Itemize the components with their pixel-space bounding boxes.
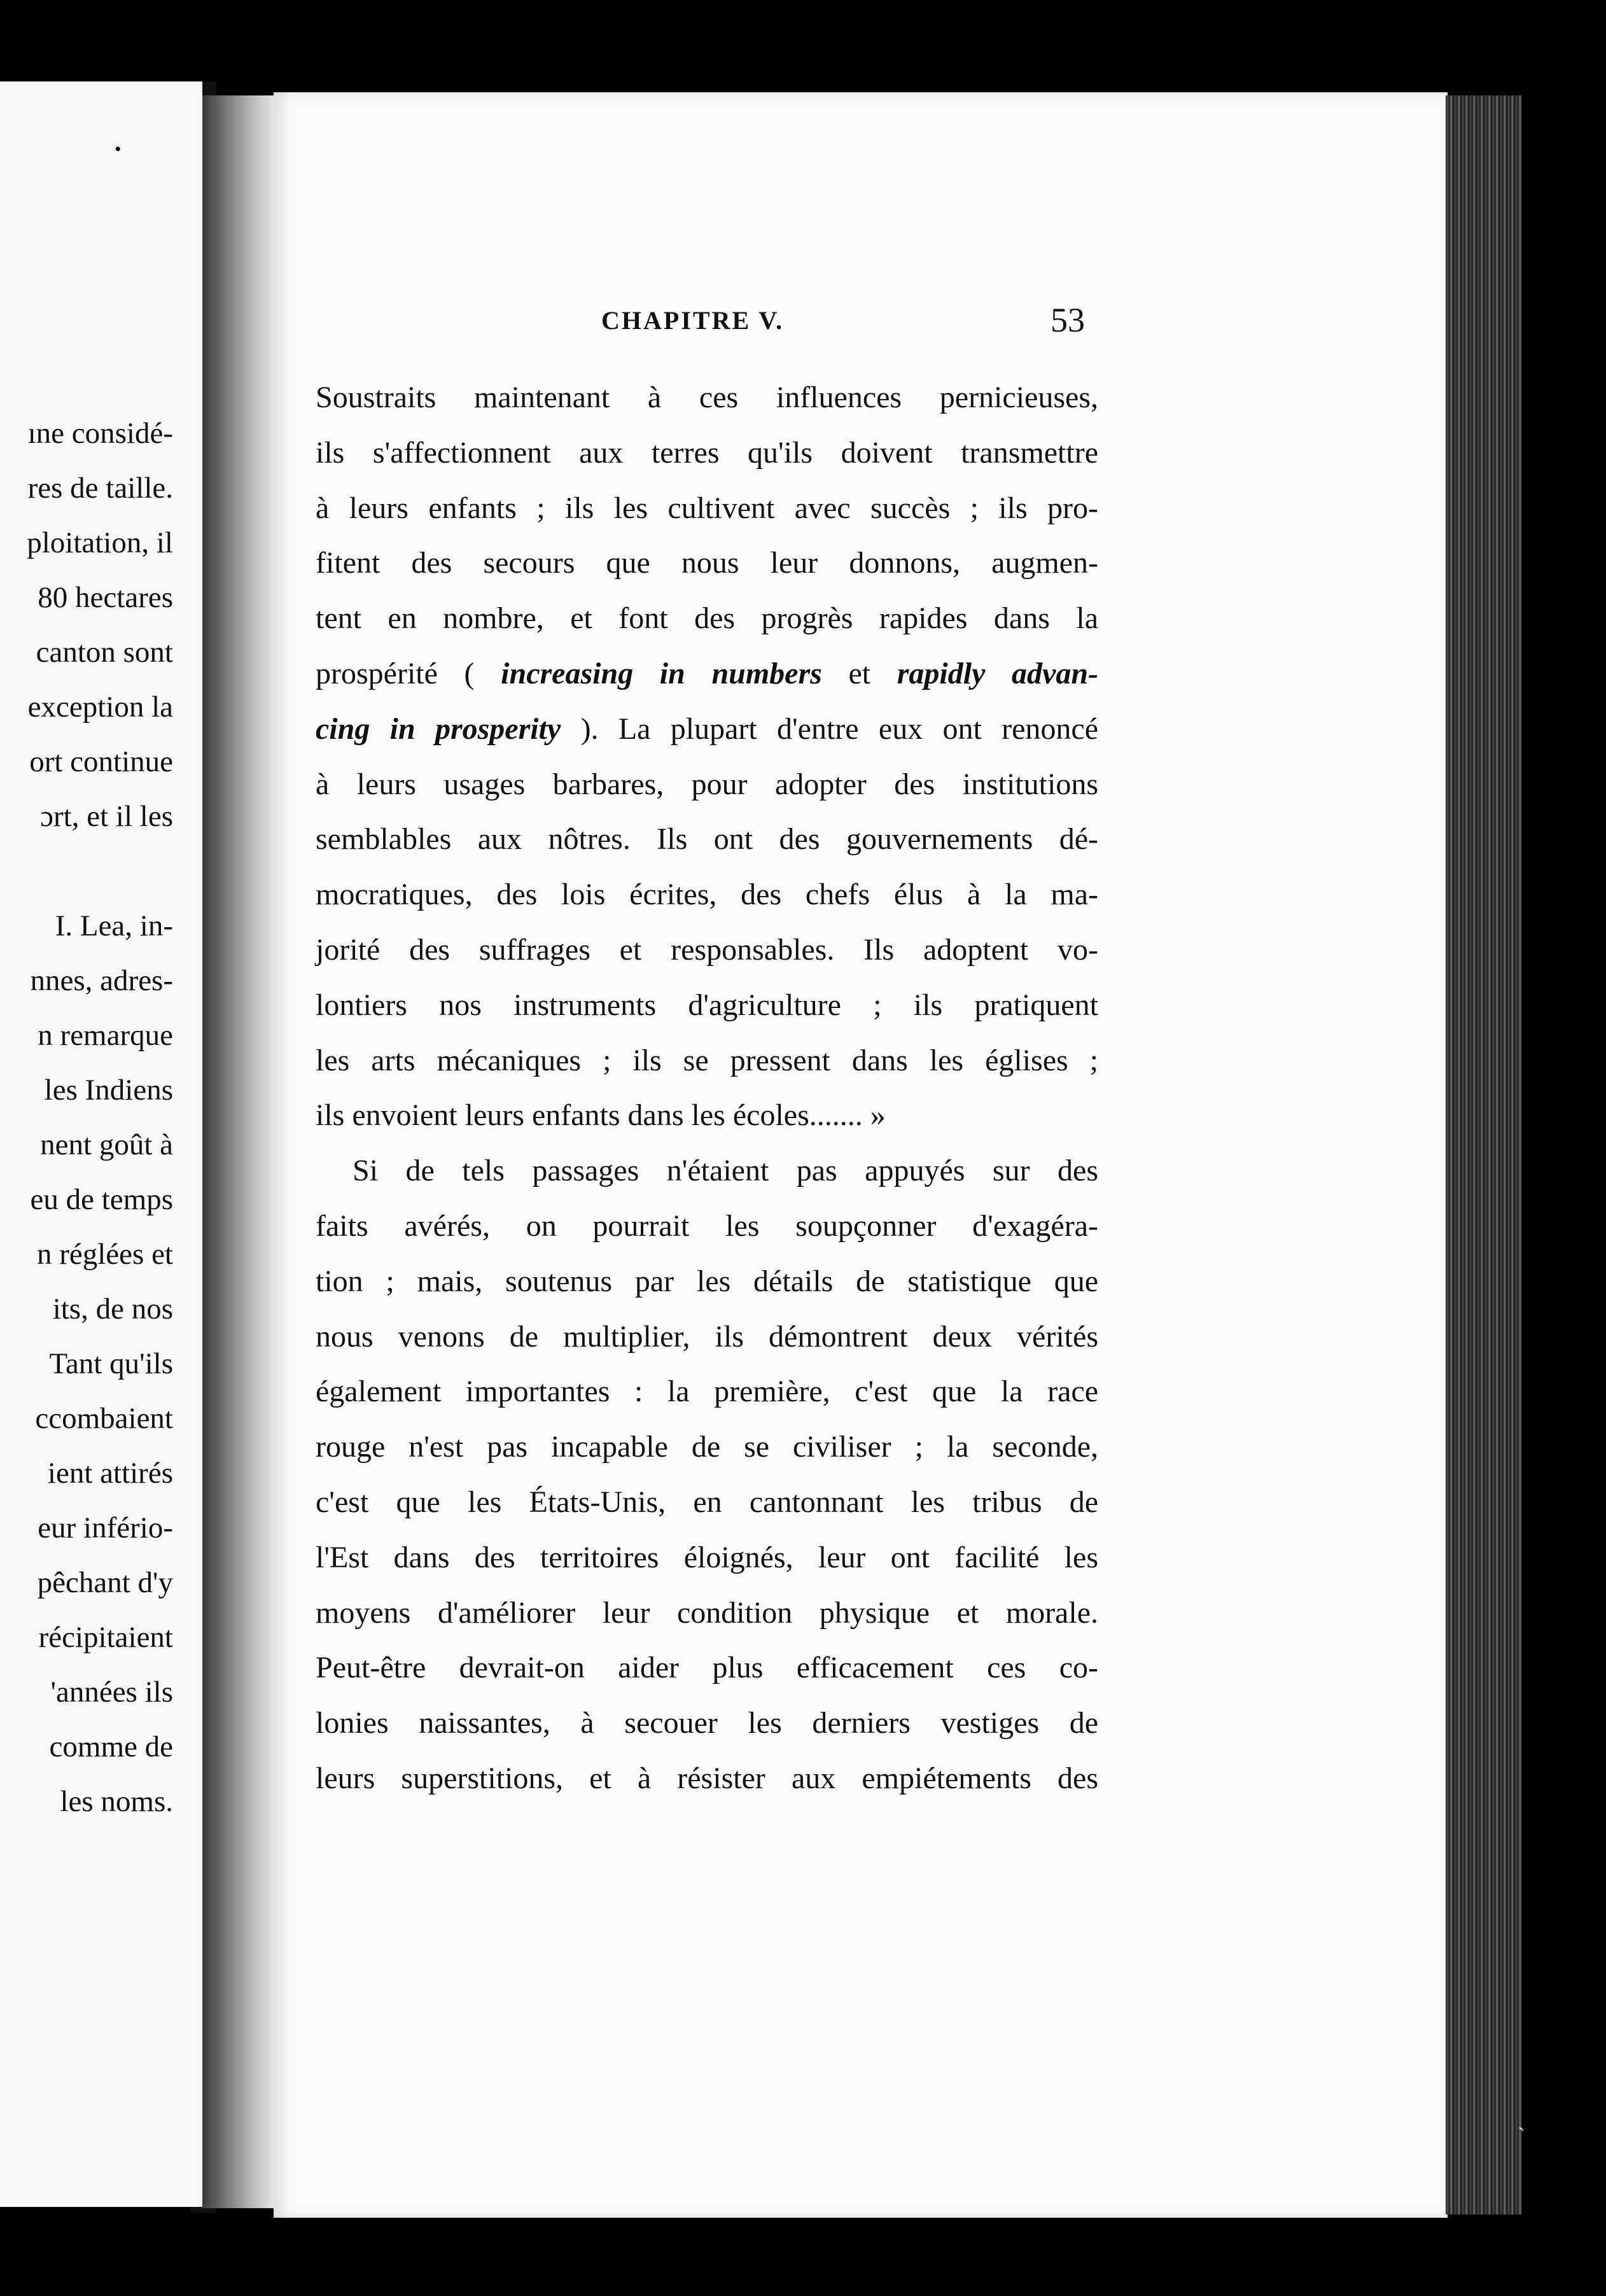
text-line: Soustraits maintenant à ces influences pernicieuses,: [316, 381, 1098, 414]
facing-line: n réglées et: [36, 1238, 173, 1271]
facing-line: les Indiens: [44, 1074, 173, 1107]
text-line: cing in prosperity ). La plupart d'entre eux ont renoncé: [316, 711, 1099, 746]
ink-speck: •: [115, 139, 122, 160]
facing-line: exception la: [27, 690, 173, 724]
facing-line: [0, 844, 202, 899]
text-line: semblables aux nôtres. Ils ont des gouvernements dé-: [316, 822, 1098, 857]
text-line: prospérité ( increasing in numbers et rapidly advan-: [316, 656, 1099, 690]
facing-line: comme de: [49, 1730, 173, 1763]
text-line: à leurs usages barbares, pour adopter des institutions: [316, 767, 1098, 801]
text-line: les arts mécaniques ; ils se pressent dans les églises ;: [316, 1043, 1098, 1077]
body-text: [316, 370, 1098, 1807]
text-line: rouge n'est pas incapable de se civiliser ; la seconde,: [316, 1430, 1098, 1464]
facing-line: n remarque: [38, 1019, 173, 1052]
facing-line: pêchant d'y: [37, 1566, 173, 1599]
book-gutter-shadow: [202, 95, 279, 2208]
facing-line: ıne considé-: [27, 417, 173, 450]
text-line: à leurs enfants ; ils les cultivent avec succès ; ils pro-: [316, 491, 1098, 525]
facing-line: ccombaient: [35, 1402, 173, 1435]
italic-quote: increasing in numbers: [501, 656, 822, 690]
facing-line: 'années ils: [50, 1676, 173, 1709]
facing-line: ploitation, il: [27, 526, 173, 559]
facing-line: nent goût à: [40, 1128, 173, 1161]
facing-line: ort continue: [29, 745, 173, 778]
text-line: également importantes : la première, c'est que la race: [316, 1375, 1098, 1409]
chapter-heading: CHAPITRE V.: [601, 306, 785, 335]
italic-quote: rapidly advan-: [897, 656, 1099, 690]
running-head: [601, 301, 1091, 344]
text-line: tion ; mais, soutenus par les détails de statistique que: [316, 1264, 1098, 1298]
text-line: fitent des secours que nous leur donnons, augmen-: [316, 546, 1098, 580]
facing-line: les noms.: [60, 1785, 173, 1818]
facing-line: récipitaient: [38, 1621, 173, 1654]
page-block-edge: [1446, 95, 1522, 2215]
facing-line: res de taille.: [27, 472, 173, 505]
text-line: ils s'affectionnent aux terres qu'ils doivent transmettre: [316, 435, 1098, 470]
text-line: jorité des suffrages et responsables. Ils adoptent vo-: [316, 932, 1098, 967]
facing-page-text: [0, 406, 202, 1829]
text-line: Si de tels passages n'étaient pas appuyés sur des: [353, 1154, 1098, 1188]
text-line: l'Est dans des territoires éloignés, leur ont facilité les: [316, 1540, 1098, 1574]
text-line: mocratiques, des lois écrites, des chefs élus à la ma-: [316, 878, 1098, 912]
facing-line: its, de nos: [52, 1292, 173, 1326]
text-line: lontiers nos instruments d'agriculture ; ils pratiquent: [316, 988, 1098, 1022]
text-line: leurs superstitions, et à résister aux empiétements des: [316, 1761, 1098, 1795]
facing-line: eu de temps: [30, 1183, 173, 1216]
text-line: lonies naissantes, à secouer les derniers vestiges de: [316, 1706, 1098, 1740]
facing-line: ɔrt, et il les: [40, 800, 173, 833]
text-line: c'est que les États-Unis, en cantonnant les tribus de: [316, 1485, 1098, 1519]
facing-line: nnes, adres-: [30, 964, 173, 997]
ink-speck: `: [1518, 2123, 1525, 2148]
text-line: moyens d'améliorer leur condition physique et morale.: [316, 1595, 1098, 1630]
facing-line: I. Lea, in-: [55, 909, 173, 942]
text-line: Peut-être devrait-on aider plus efficacement ces co-: [316, 1651, 1098, 1685]
facing-line: ient attirés: [47, 1457, 173, 1490]
text-line: faits avérés, on pourrait les soupçonner d'exagéra-: [316, 1208, 1098, 1243]
facing-page: [0, 81, 202, 2207]
facing-line: canton sont: [36, 636, 173, 669]
italic-quote: cing in prosperity: [316, 711, 561, 746]
facing-line: Tant qu'ils: [49, 1347, 173, 1380]
facing-line: eur infério-: [38, 1511, 173, 1544]
text-line: nous venons de multiplier, ils démontrent deux vérités: [316, 1319, 1098, 1354]
facing-line: 80 hectares: [38, 581, 173, 614]
text-line: ils envoient leurs enfants dans les écoles....... »: [316, 1098, 886, 1133]
text-line: tent en nombre, et font des progrès rapides dans la: [316, 601, 1098, 636]
page-number: 53: [1051, 301, 1085, 339]
